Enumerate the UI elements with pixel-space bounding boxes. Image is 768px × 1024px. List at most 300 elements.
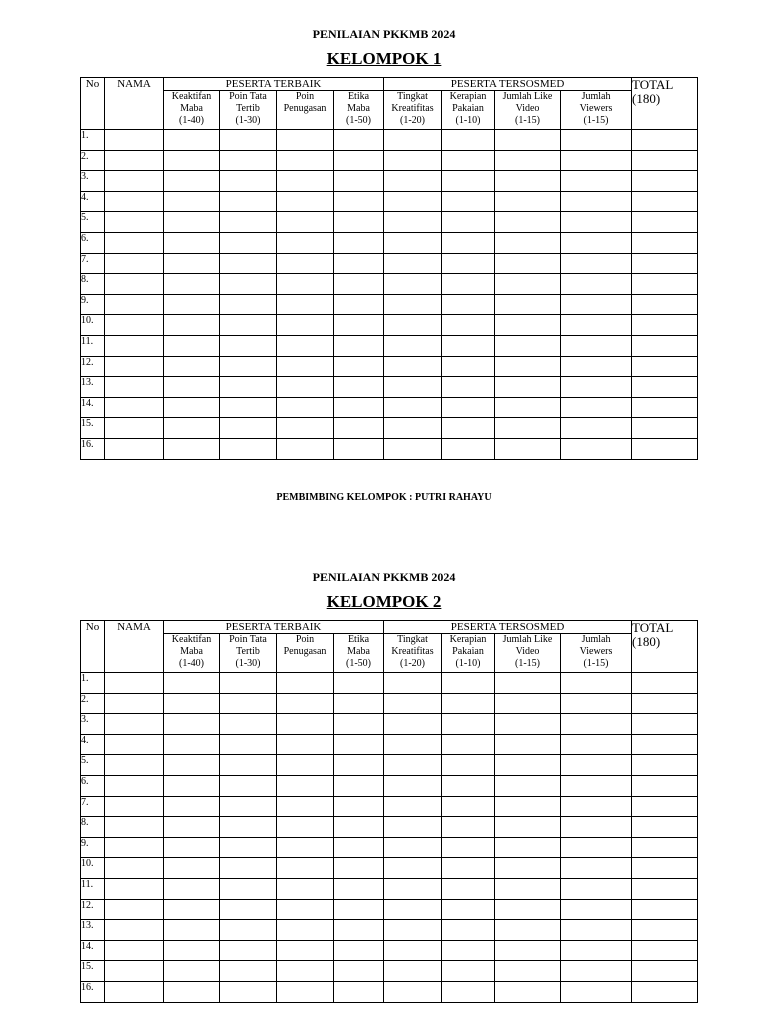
criteria-text: Jumlah Like xyxy=(502,91,553,102)
row-number: 16. xyxy=(81,438,105,459)
score-cell xyxy=(277,438,334,459)
score-cell xyxy=(384,920,442,941)
score-cell xyxy=(220,397,277,418)
score-cell xyxy=(334,335,384,356)
score-cell xyxy=(561,673,632,694)
total-cell xyxy=(632,191,698,212)
table-row xyxy=(81,294,698,315)
score-cell xyxy=(384,837,442,858)
score-cell xyxy=(384,274,442,295)
row-number: 7. xyxy=(81,253,105,274)
score-cell xyxy=(220,438,277,459)
score-cell xyxy=(277,335,334,356)
row-number: 12. xyxy=(81,356,105,377)
row-number: 9. xyxy=(81,294,105,315)
score-cell xyxy=(164,878,220,899)
score-cell xyxy=(442,418,495,439)
score-cell xyxy=(277,981,334,1002)
name-cell xyxy=(105,315,164,336)
score-cell xyxy=(442,274,495,295)
score-cell xyxy=(334,858,384,879)
score-cell xyxy=(495,294,561,315)
name-cell xyxy=(105,796,164,817)
total-cell xyxy=(632,899,698,920)
score-cell xyxy=(220,232,277,253)
row-number: 11. xyxy=(81,878,105,899)
group-title: KELOMPOK 2 xyxy=(326,592,442,611)
score-cell xyxy=(384,940,442,961)
score-cell xyxy=(384,315,442,336)
score-cell xyxy=(164,981,220,1002)
score-cell xyxy=(277,377,334,398)
score-cell xyxy=(277,878,334,899)
table-row xyxy=(81,673,698,694)
header-criteria xyxy=(442,634,495,673)
header-peserta-terbaik: PESERTA TERBAIK xyxy=(164,621,384,634)
score-cell xyxy=(495,961,561,982)
header-criteria xyxy=(164,91,220,130)
score-cell xyxy=(384,899,442,920)
score-cell xyxy=(495,356,561,377)
row-number: 8. xyxy=(81,817,105,838)
score-cell xyxy=(442,315,495,336)
name-cell xyxy=(105,150,164,171)
total-cell xyxy=(632,356,698,377)
score-cell xyxy=(384,191,442,212)
total-cell xyxy=(632,858,698,879)
score-cell xyxy=(495,755,561,776)
group-title: KELOMPOK 1 xyxy=(326,49,442,68)
score-cell xyxy=(561,130,632,151)
score-table xyxy=(80,620,698,1003)
total-cell xyxy=(632,961,698,982)
name-cell xyxy=(105,714,164,735)
score-cell xyxy=(442,150,495,171)
score-cell xyxy=(334,397,384,418)
criteria-text: Viewers xyxy=(579,646,613,657)
row-number: 7. xyxy=(81,796,105,817)
score-cell xyxy=(384,418,442,439)
score-cell xyxy=(164,775,220,796)
score-cell xyxy=(164,356,220,377)
header-total xyxy=(632,621,698,673)
score-cell xyxy=(384,693,442,714)
criteria-text: (1-15) xyxy=(515,115,540,126)
criteria-text: Keaktifan xyxy=(171,91,212,102)
score-cell xyxy=(164,858,220,879)
criteria-text: Jumlah xyxy=(581,91,611,102)
score-cell xyxy=(220,294,277,315)
score-cell xyxy=(384,232,442,253)
score-cell xyxy=(495,837,561,858)
score-cell xyxy=(334,191,384,212)
score-cell xyxy=(277,755,334,776)
score-cell xyxy=(442,858,495,879)
score-cell xyxy=(220,191,277,212)
score-cell xyxy=(561,191,632,212)
total-cell xyxy=(632,817,698,838)
header-criteria xyxy=(220,91,277,130)
score-cell xyxy=(164,335,220,356)
score-cell xyxy=(334,130,384,151)
score-cell xyxy=(442,130,495,151)
criteria-text: Etika xyxy=(347,634,370,645)
score-cell xyxy=(442,734,495,755)
score-cell xyxy=(164,714,220,735)
score-cell xyxy=(164,150,220,171)
score-cell xyxy=(442,356,495,377)
row-number: 12. xyxy=(81,899,105,920)
score-cell xyxy=(561,734,632,755)
score-cell xyxy=(384,150,442,171)
name-cell xyxy=(105,858,164,879)
score-cell xyxy=(495,796,561,817)
header-nama: NAMA xyxy=(105,78,164,130)
score-cell xyxy=(220,253,277,274)
score-cell xyxy=(384,755,442,776)
score-cell xyxy=(442,438,495,459)
score-cell xyxy=(277,356,334,377)
score-cell xyxy=(220,775,277,796)
criteria-text: (1-50) xyxy=(346,658,371,669)
header-nama: NAMA xyxy=(105,621,164,673)
score-cell xyxy=(277,796,334,817)
score-cell xyxy=(334,817,384,838)
criteria-text: Viewers xyxy=(579,103,613,114)
score-cell xyxy=(561,940,632,961)
score-cell xyxy=(277,232,334,253)
score-cell xyxy=(442,232,495,253)
table-row xyxy=(81,397,698,418)
score-cell xyxy=(495,734,561,755)
total-cell xyxy=(632,693,698,714)
name-cell xyxy=(105,755,164,776)
score-cell xyxy=(561,377,632,398)
score-cell xyxy=(334,438,384,459)
criteria-text: (1-30) xyxy=(235,658,261,669)
criteria-text: Penugasan xyxy=(283,103,327,114)
document-heading: PENILAIAN PKKMB 2024 xyxy=(312,570,456,584)
score-cell xyxy=(164,397,220,418)
score-cell xyxy=(220,171,277,192)
table-row xyxy=(81,171,698,192)
total-cell xyxy=(632,981,698,1002)
score-cell xyxy=(220,130,277,151)
score-cell xyxy=(277,212,334,233)
table-row xyxy=(81,130,698,151)
score-cell xyxy=(561,212,632,233)
score-cell xyxy=(277,714,334,735)
score-cell xyxy=(164,673,220,694)
header-criteria xyxy=(220,634,277,673)
total-cell xyxy=(632,335,698,356)
criteria-text: (1-10) xyxy=(455,658,481,669)
score-cell xyxy=(384,377,442,398)
score-cell xyxy=(220,981,277,1002)
group-section-2 xyxy=(0,570,768,993)
score-cell xyxy=(384,335,442,356)
criteria-text: (1-50) xyxy=(346,115,371,126)
score-cell xyxy=(277,693,334,714)
score-cell xyxy=(495,253,561,274)
score-cell xyxy=(220,418,277,439)
row-number: 2. xyxy=(81,150,105,171)
score-cell xyxy=(384,294,442,315)
score-cell xyxy=(561,981,632,1002)
score-cell xyxy=(384,397,442,418)
score-cell xyxy=(277,397,334,418)
name-cell xyxy=(105,377,164,398)
criteria-text: (1-20) xyxy=(400,658,425,669)
score-cell xyxy=(220,693,277,714)
total-cell xyxy=(632,130,698,151)
total-cell xyxy=(632,837,698,858)
score-cell xyxy=(495,315,561,336)
total-cell xyxy=(632,714,698,735)
score-cell xyxy=(384,253,442,274)
row-number: 16. xyxy=(81,981,105,1002)
total-cell xyxy=(632,377,698,398)
header-criteria xyxy=(334,91,384,130)
score-cell xyxy=(561,150,632,171)
criteria-text: Jumlah xyxy=(581,634,611,645)
criteria-text: Pakaian xyxy=(452,103,484,114)
criteria-text: (1-40) xyxy=(179,658,204,669)
name-cell xyxy=(105,191,164,212)
score-cell xyxy=(561,775,632,796)
score-cell xyxy=(442,714,495,735)
score-cell xyxy=(384,171,442,192)
score-cell xyxy=(495,232,561,253)
score-cell xyxy=(495,673,561,694)
score-cell xyxy=(561,858,632,879)
score-cell xyxy=(442,212,495,233)
score-cell xyxy=(384,981,442,1002)
header-peserta-terbaik: PESERTA TERBAIK xyxy=(164,78,384,91)
name-cell xyxy=(105,212,164,233)
score-cell xyxy=(495,397,561,418)
score-cell xyxy=(495,274,561,295)
score-cell xyxy=(334,714,384,735)
header-criteria xyxy=(384,91,442,130)
score-cell xyxy=(495,981,561,1002)
criteria-text: Keaktifan xyxy=(171,634,212,645)
score-cell xyxy=(384,858,442,879)
score-cell xyxy=(561,899,632,920)
score-cell xyxy=(442,899,495,920)
row-number: 1. xyxy=(81,130,105,151)
table-row xyxy=(81,961,698,982)
score-cell xyxy=(442,775,495,796)
table-row xyxy=(81,734,698,755)
total-max: (180) xyxy=(632,91,661,106)
name-cell xyxy=(105,418,164,439)
total-cell xyxy=(632,920,698,941)
criteria-text: Kerapian xyxy=(449,91,487,102)
score-cell xyxy=(495,335,561,356)
criteria-text: (1-15) xyxy=(515,658,540,669)
table-row xyxy=(81,796,698,817)
score-cell xyxy=(164,438,220,459)
score-cell xyxy=(220,878,277,899)
header-criteria xyxy=(561,91,632,130)
score-cell xyxy=(334,673,384,694)
name-cell xyxy=(105,961,164,982)
score-cell xyxy=(220,796,277,817)
score-cell xyxy=(277,734,334,755)
row-number: 10. xyxy=(81,315,105,336)
row-number: 13. xyxy=(81,920,105,941)
score-cell xyxy=(164,837,220,858)
name-cell xyxy=(105,335,164,356)
header-criteria xyxy=(442,91,495,130)
header-no: No xyxy=(81,78,105,130)
row-number: 6. xyxy=(81,232,105,253)
score-cell xyxy=(164,693,220,714)
score-cell xyxy=(164,817,220,838)
score-cell xyxy=(384,878,442,899)
score-cell xyxy=(220,899,277,920)
header-no: No xyxy=(81,621,105,673)
criteria-text: Poin Tata xyxy=(229,634,267,645)
score-cell xyxy=(384,734,442,755)
score-cell xyxy=(164,212,220,233)
score-cell xyxy=(277,315,334,336)
score-cell xyxy=(561,232,632,253)
table-row xyxy=(81,775,698,796)
score-cell xyxy=(495,191,561,212)
score-cell xyxy=(442,755,495,776)
score-cell xyxy=(384,817,442,838)
score-cell xyxy=(164,377,220,398)
table-row xyxy=(81,150,698,171)
total-cell xyxy=(632,253,698,274)
score-cell xyxy=(495,171,561,192)
total-cell xyxy=(632,171,698,192)
table-row xyxy=(81,253,698,274)
score-cell xyxy=(495,940,561,961)
score-cell xyxy=(277,899,334,920)
header-criteria xyxy=(495,634,561,673)
score-cell xyxy=(164,755,220,776)
score-cell xyxy=(277,191,334,212)
score-cell xyxy=(164,734,220,755)
row-number: 13. xyxy=(81,377,105,398)
score-cell xyxy=(334,981,384,1002)
name-cell xyxy=(105,899,164,920)
score-cell xyxy=(220,940,277,961)
row-number: 14. xyxy=(81,940,105,961)
score-cell xyxy=(561,438,632,459)
score-cell xyxy=(220,961,277,982)
name-cell xyxy=(105,130,164,151)
criteria-text: Tertib xyxy=(236,646,260,657)
row-number: 10. xyxy=(81,858,105,879)
criteria-text: Maba xyxy=(347,646,370,657)
criteria-text: Tertib xyxy=(236,103,260,114)
score-cell xyxy=(384,775,442,796)
score-cell xyxy=(561,315,632,336)
row-number: 6. xyxy=(81,775,105,796)
header-peserta-tersosmed: PESERTA TERSOSMED xyxy=(384,621,632,634)
score-cell xyxy=(495,150,561,171)
name-cell xyxy=(105,356,164,377)
table-row xyxy=(81,693,698,714)
criteria-text: Tingkat xyxy=(397,91,428,102)
row-number: 4. xyxy=(81,734,105,755)
total-label: TOTAL xyxy=(632,77,674,92)
criteria-text: (1-10) xyxy=(455,115,481,126)
score-cell xyxy=(220,673,277,694)
score-cell xyxy=(334,212,384,233)
name-cell xyxy=(105,878,164,899)
score-cell xyxy=(220,755,277,776)
score-cell xyxy=(164,130,220,151)
score-cell xyxy=(164,796,220,817)
document-heading: PENILAIAN PKKMB 2024 xyxy=(312,27,456,41)
criteria-text: Poin xyxy=(295,634,315,645)
criteria-text: Maba xyxy=(180,646,203,657)
score-cell xyxy=(277,253,334,274)
score-cell xyxy=(334,356,384,377)
score-cell xyxy=(384,673,442,694)
total-cell xyxy=(632,418,698,439)
row-number: 15. xyxy=(81,418,105,439)
score-cell xyxy=(495,920,561,941)
name-cell xyxy=(105,274,164,295)
score-cell xyxy=(220,356,277,377)
score-cell xyxy=(384,130,442,151)
score-cell xyxy=(220,714,277,735)
score-cell xyxy=(561,961,632,982)
criteria-text: Kerapian xyxy=(449,634,487,645)
score-cell xyxy=(495,775,561,796)
header-criteria xyxy=(164,634,220,673)
name-cell xyxy=(105,837,164,858)
score-cell xyxy=(220,335,277,356)
score-cell xyxy=(164,899,220,920)
score-cell xyxy=(495,693,561,714)
score-cell xyxy=(442,817,495,838)
row-number: 4. xyxy=(81,191,105,212)
total-cell xyxy=(632,438,698,459)
score-cell xyxy=(561,294,632,315)
score-cell xyxy=(220,274,277,295)
score-cell xyxy=(334,734,384,755)
score-cell xyxy=(277,775,334,796)
score-cell xyxy=(220,858,277,879)
score-cell xyxy=(334,377,384,398)
criteria-text: Poin xyxy=(295,91,315,102)
score-cell xyxy=(334,755,384,776)
criteria-text: Penugasan xyxy=(283,646,327,657)
score-cell xyxy=(384,438,442,459)
score-cell xyxy=(164,171,220,192)
score-cell xyxy=(442,878,495,899)
table-row xyxy=(81,315,698,336)
score-cell xyxy=(495,212,561,233)
table-row xyxy=(81,899,698,920)
criteria-text: Video xyxy=(515,646,540,657)
row-number: 11. xyxy=(81,335,105,356)
score-cell xyxy=(384,356,442,377)
name-cell xyxy=(105,232,164,253)
score-cell xyxy=(384,212,442,233)
score-cell xyxy=(561,274,632,295)
table-row xyxy=(81,438,698,459)
score-cell xyxy=(561,714,632,735)
total-cell xyxy=(632,734,698,755)
